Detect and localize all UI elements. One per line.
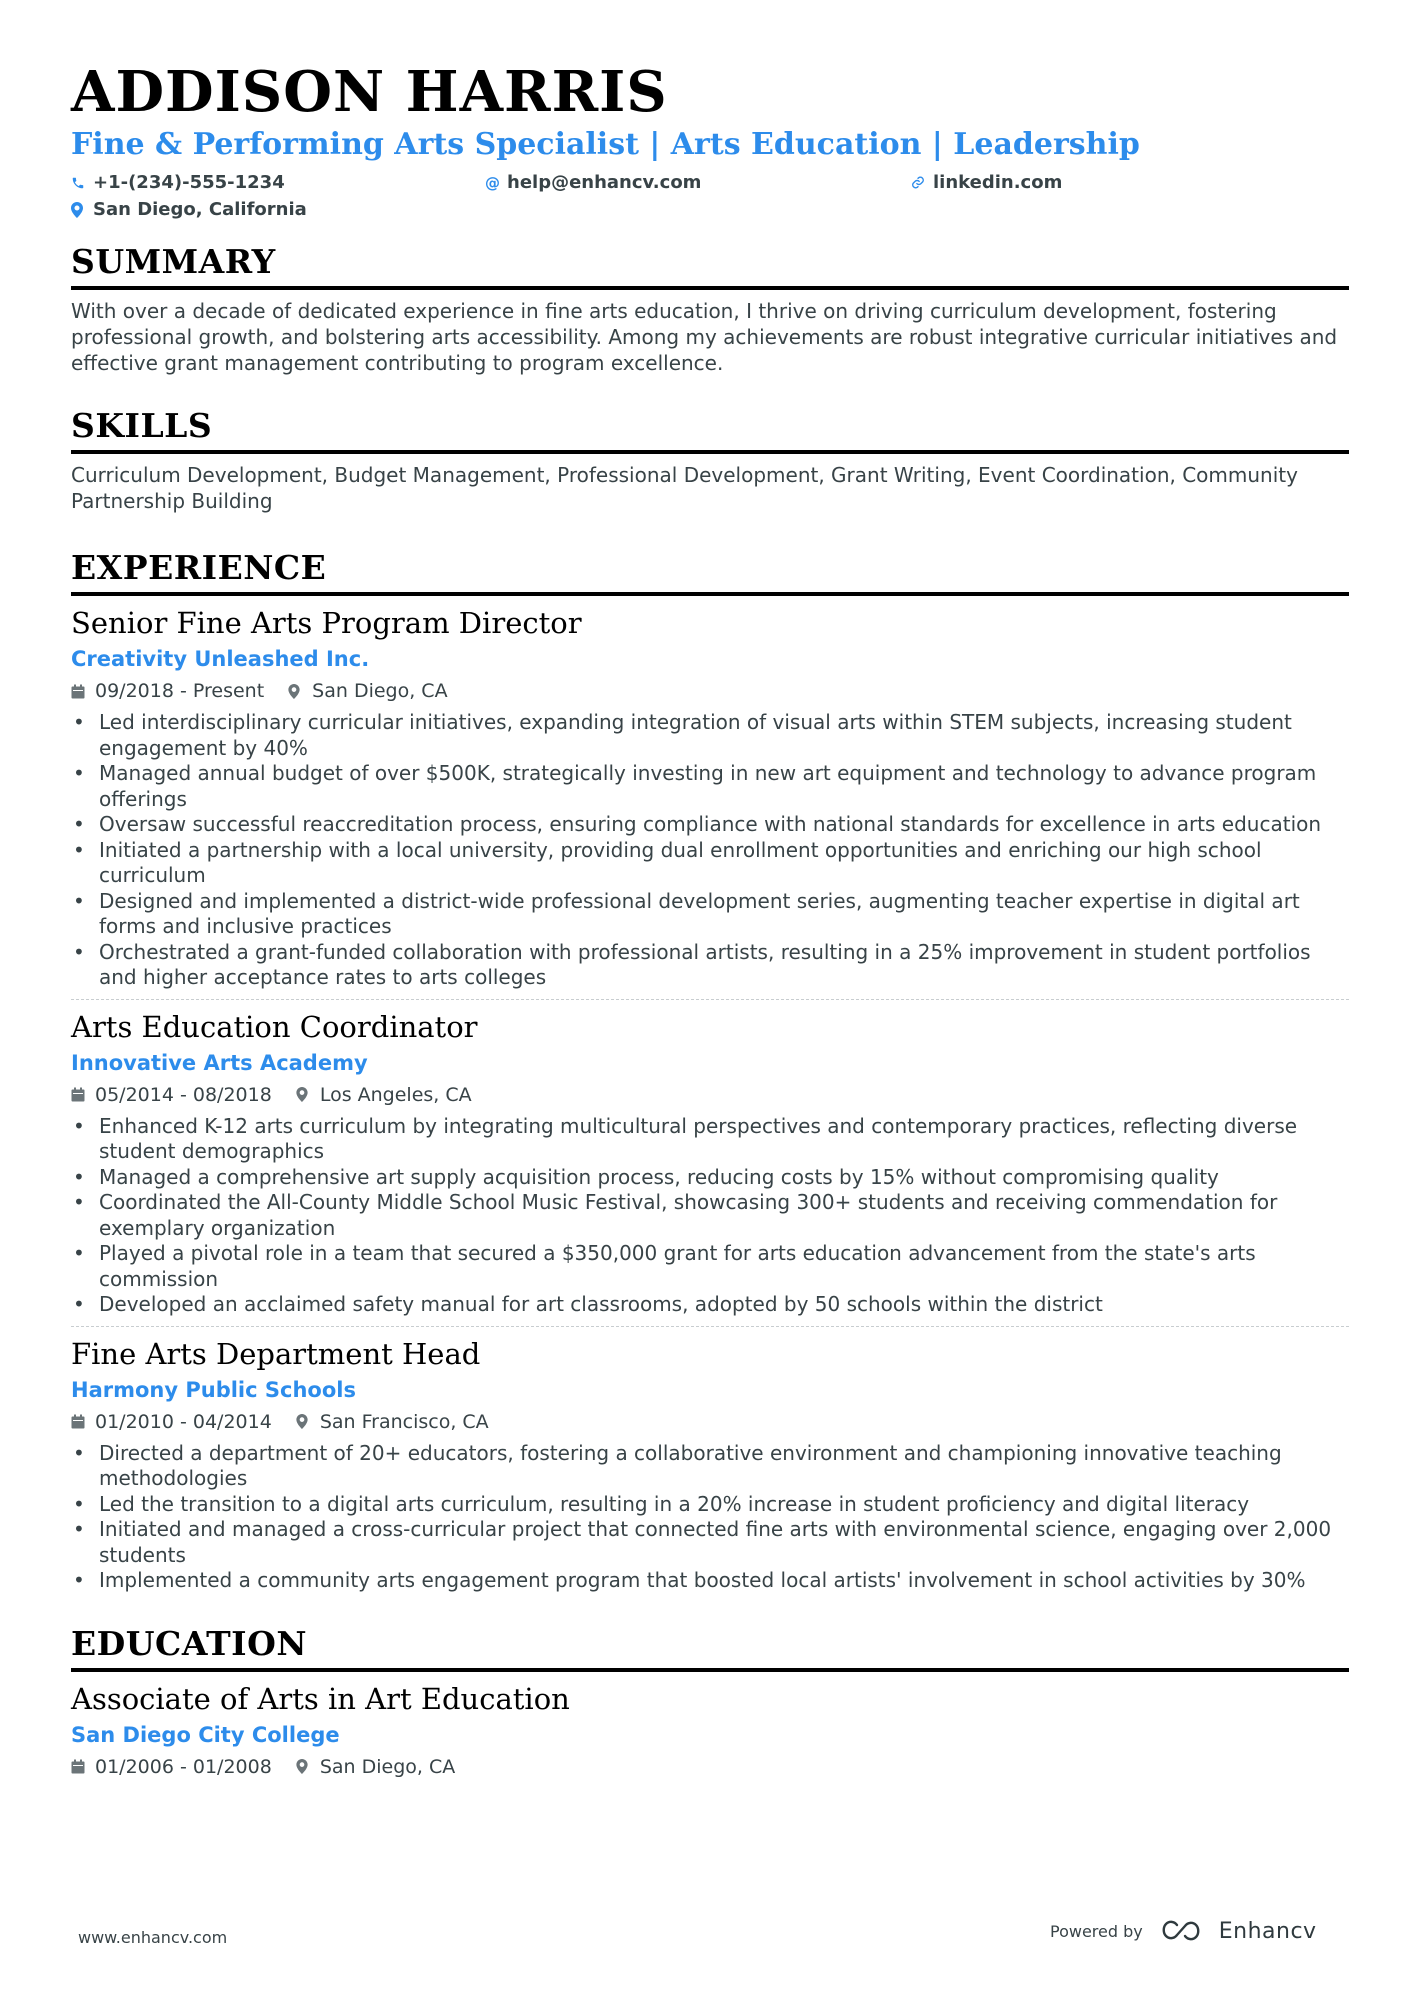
location-text: San Diego, California [93, 199, 307, 220]
job-location [296, 1407, 489, 1437]
job-title: Senior Fine Arts Program Director [71, 606, 582, 640]
job-location [288, 676, 447, 706]
skills-text: Curriculum Development, Budget Management, Professional Development, Grant Writing, Event Coordination, Community Partnership Building [71, 463, 1298, 513]
bullet-item: • Initiated a partnership with a local university, providing dual enrollment opportunities and enriching our high school curriculum [71, 838, 1349, 889]
candidate-name: ADDISON HARRIS [71, 59, 668, 125]
job-location-text: Los Angeles, CA [319, 1083, 472, 1106]
job-location [296, 1080, 472, 1110]
bullet-item: • Managed annual budget of over $500K, strategically investing in new art equipment and technology to advance program offerings [71, 761, 1349, 812]
job-bullets [71, 1114, 1349, 1318]
job-title: Arts Education Coordinator [71, 1009, 478, 1044]
resume-page [71, 60, 1349, 1782]
experience-heading: EXPERIENCE [71, 548, 1349, 596]
location-pin-icon [296, 1087, 312, 1102]
bullet-item: • Enhanced K-12 arts curriculum by integrating multicultural perspectives and contemporary practices, reflecting diverse student demographics [71, 1114, 1349, 1165]
calendar-icon [71, 1414, 87, 1429]
contact-location [71, 199, 307, 220]
job-meta [71, 1080, 1349, 1110]
bullet-item: • Played a pivotal role in a team that secured a $350,000 grant for arts education advancement from the state's arts commission [71, 1241, 1349, 1292]
enhancv-logo-icon [1157, 1918, 1205, 1944]
phone-text: +1-(234)-555-1234 [93, 172, 285, 193]
job-divider [71, 1326, 1349, 1327]
bullet-item: • Developed an acclaimed safety manual for art classrooms, adopted by 50 schools within the district [71, 1292, 1349, 1318]
bullet-item: • Led interdisciplinary curricular initiatives, expanding integration of visual arts within STEM subjects, increasing student engagement by 40% [71, 710, 1349, 761]
job-divider [71, 999, 1349, 1000]
bullet-item: • Initiated and managed a cross-curricular project that connected fine arts with environmental science, engaging over 2,000 students [71, 1517, 1349, 1568]
job-company: Innovative Arts Academy [71, 1050, 368, 1075]
skills-section [71, 406, 1349, 514]
job-location-text: San Francisco, CA [319, 1410, 489, 1433]
contact-linkedin[interactable] [911, 172, 1062, 193]
footer-website[interactable]: www.enhancv.com [78, 1928, 228, 1947]
bullet-item: • Designed and implemented a district-wide professional development series, augmenting teacher expertise in digital art forms and inclusive practices [71, 889, 1349, 940]
school-name: San Diego City College [71, 1722, 340, 1747]
summary-section [71, 242, 1349, 376]
job-bullets [71, 1441, 1349, 1594]
job-bullets [71, 710, 1349, 991]
experience-section [71, 548, 1349, 1594]
bullet-item: • Coordinated the All-County Middle School Music Festival, showcasing 300+ students and receiving commendation for exemplary organization [71, 1190, 1349, 1241]
bullet-item: • Oversaw successful reaccreditation process, ensuring compliance with national standards for excellence in arts education [71, 812, 1349, 838]
bullet-item: • Implemented a community arts engagement program that boosted local artists' involvement in school activities by 30% [71, 1568, 1349, 1594]
job-title: Fine Arts Department Head [71, 1336, 481, 1371]
job-company: Creativity Unleashed Inc. [71, 647, 370, 671]
candidate-title: Fine & Performing Arts Specialist | Arts Education | Leadership [71, 127, 1140, 162]
bullet-item: • Managed a comprehensive art supply acquisition process, reducing costs by 15% without compromising quality [71, 1165, 1349, 1191]
link-icon [911, 175, 925, 191]
location-pin-icon [296, 1414, 312, 1429]
job-dates: 01/2010 - 04/2014 [95, 1410, 272, 1433]
location-pin-icon [288, 684, 304, 699]
at-icon: @ [485, 173, 500, 192]
location-pin-icon [71, 202, 85, 218]
linkedin-text: linkedin.com [933, 172, 1063, 193]
summary-heading: SUMMARY [71, 242, 1349, 290]
brand-name: Enhancv [1218, 1918, 1317, 1944]
education-dates: 01/2006 - 01/2008 [95, 1755, 272, 1778]
education-location-text: San Diego, CA [319, 1755, 456, 1778]
job-dates: 09/2018 - Present [95, 680, 265, 702]
job-entry [71, 604, 1349, 991]
email-text: help@enhancv.com [507, 172, 702, 193]
location-pin-icon [296, 1759, 312, 1774]
calendar-icon [71, 1087, 87, 1102]
education-meta [71, 1752, 1349, 1782]
footer-branding[interactable] [1050, 1918, 1317, 1944]
powered-by-label: Powered by [1050, 1921, 1143, 1941]
contact-info [71, 166, 1349, 222]
job-entry [71, 1008, 1349, 1318]
job-company: Harmony Public Schools [71, 1377, 356, 1402]
education-location [296, 1752, 455, 1782]
calendar-icon [71, 684, 87, 699]
degree-title: Associate of Arts in Art Education [71, 1681, 570, 1716]
job-dates: 05/2014 - 08/2018 [95, 1083, 272, 1106]
job-meta [71, 676, 1349, 706]
bullet-item: • Orchestrated a grant-funded collaboration with professional artists, resulting in a 25% improvement in student portfolios and higher acceptance rates to arts colleges [71, 940, 1349, 991]
contact-phone[interactable] [71, 172, 285, 193]
phone-icon [71, 175, 85, 191]
job-location-text: San Diego, CA [312, 680, 448, 702]
calendar-icon [71, 1759, 87, 1774]
education-heading: EDUCATION [71, 1624, 1349, 1672]
bullet-item: • Directed a department of 20+ educators, fostering a collaborative environment and championing innovative teaching methodologies [71, 1441, 1349, 1492]
job-meta [71, 1407, 1349, 1437]
job-entry [71, 1335, 1349, 1594]
education-section [71, 1624, 1349, 1782]
skills-heading: SKILLS [71, 406, 1349, 454]
summary-text: With over a decade of dedicated experience in fine arts education, I thrive on driving curriculum development, fostering professional growth, and bolstering arts accessibility. Among my achievements are robust integrative curricular initiatives and effective grant management contributing to program excellence. [71, 299, 1338, 375]
contact-email[interactable] [485, 172, 701, 193]
bullet-item: • Led the transition to a digital arts curriculum, resulting in a 20% increase in student proficiency and digital literacy [71, 1492, 1349, 1518]
education-entry [71, 1680, 1349, 1782]
